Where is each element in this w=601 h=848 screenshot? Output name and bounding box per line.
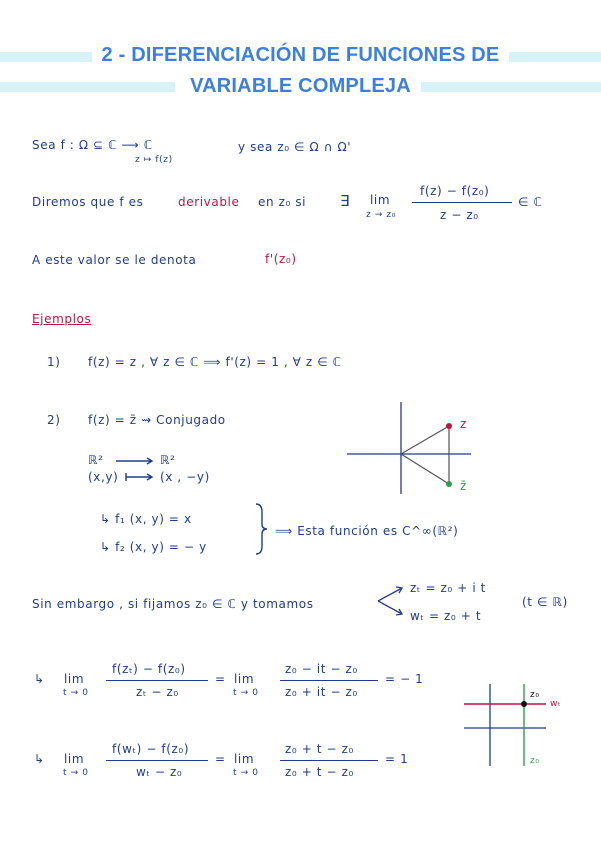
class-implication: ⟹ Esta función es C^∞(ℝ²) — [275, 524, 459, 538]
f2-line: ↳ f₂ (x, y) = − y — [100, 540, 207, 554]
wt-label: wₜ — [550, 699, 562, 709]
point-z — [446, 423, 452, 429]
limit2-fraction-line2 — [280, 760, 378, 761]
def-fraction-line — [412, 202, 512, 203]
limit1-arrow: ↳ — [34, 672, 45, 686]
denote-text: A este valor se le denota — [32, 253, 197, 267]
wt-definition: wₜ = z₀ + t — [410, 609, 482, 623]
limit2-equals: = — [215, 752, 226, 766]
sea-line: Sea f : Ω ⊆ ℂ ⟶ ℂ — [32, 138, 153, 152]
limit1-fraction-line2 — [280, 680, 378, 681]
segment-to-zbar — [401, 454, 449, 484]
limit2-arrow: ↳ — [34, 752, 45, 766]
example-2-function: f(z) = z̄ ⇝ Conjugado — [88, 413, 226, 427]
branch-arrows — [376, 584, 406, 618]
lim-subscript: z → z₀ — [366, 210, 396, 220]
segment-to-z — [401, 426, 449, 454]
z0-top-label: z₀ — [530, 690, 540, 700]
def-numerator: f(z) − f(z₀) — [420, 184, 490, 198]
y-sea-line: y sea z₀ ∈ Ω ∩ Ω' — [238, 140, 352, 154]
limit1-lim2: lim — [234, 672, 255, 686]
diremos-post: en z₀ si — [258, 195, 307, 209]
limit1-sub2: t → 0 — [233, 688, 259, 698]
limit2-numerator2: z₀ + t − z₀ — [285, 742, 354, 756]
examples-heading: Ejemplos — [32, 312, 92, 326]
point-z0 — [521, 701, 527, 707]
point-zbar — [446, 481, 452, 487]
def-denominator: z − z₀ — [440, 208, 479, 222]
limit1-denominator: zₜ − z₀ — [136, 685, 179, 699]
limit1-numerator: f(zₜ) − f(z₀) — [112, 662, 186, 676]
map-from: (x,y) — [88, 470, 119, 484]
z-label: z — [460, 417, 467, 431]
sin-embargo-text: Sin embargo , si fijamos z₀ ∈ ℂ y tomamos — [32, 597, 314, 611]
denote-symbol: f'(z₀) — [265, 252, 297, 266]
zt-definition: zₜ = z₀ + i t — [410, 581, 486, 595]
limit1-result: = − 1 — [385, 672, 424, 686]
limit2-denominator2: z₀ + t − z₀ — [285, 765, 354, 779]
map-to: (x , −y) — [160, 470, 210, 484]
map-line: z ↦ f(z) — [135, 155, 173, 165]
diremos-text: Diremos que f es — [32, 195, 144, 209]
f1-line: ↳ f₁ (x, y) = x — [100, 512, 192, 526]
r2-from: ℝ² — [88, 453, 104, 467]
in-c-symbol: ∈ ℂ — [518, 195, 543, 209]
mapsto-arrow — [124, 472, 156, 482]
r2-arrow — [114, 456, 156, 466]
conjugate-diagram — [345, 398, 475, 496]
zbar-label: z̄ — [460, 479, 467, 493]
example-2-number: 2) — [47, 413, 61, 427]
limit2-denominator: wₜ − z₀ — [136, 765, 183, 779]
limit1-equals: = — [215, 672, 226, 686]
limit1-sub: t → 0 — [63, 688, 89, 698]
exists-symbol: ∃ — [340, 192, 351, 210]
limit1-fraction-line — [106, 680, 208, 681]
example-1-number: 1) — [47, 355, 61, 369]
limit1-numerator2: z₀ − it − z₀ — [285, 662, 358, 676]
z0-bottom-label: z₀ — [530, 756, 540, 766]
derivable-word: derivable — [178, 195, 240, 209]
limit2-lim2: lim — [234, 752, 255, 766]
limit1-lim: lim — [64, 672, 85, 686]
page-title-line-1: 2 - DIFERENCIACIÓN DE FUNCIONES DE — [0, 44, 601, 67]
r2-to: ℝ² — [160, 453, 176, 467]
page-title-line-2: VARIABLE COMPLEJA — [0, 75, 601, 98]
limit2-sub2: t → 0 — [233, 768, 259, 778]
example-1-text: f(z) = z , ∀ z ∈ ℂ ⟹ f'(z) = 1 , ∀ z ∈ ℂ — [88, 355, 342, 369]
limit2-fraction-line — [106, 760, 208, 761]
limit2-numerator: f(wₜ) − f(z₀) — [112, 742, 190, 756]
curly-brace — [252, 502, 270, 556]
t-in-r: (t ∈ ℝ) — [522, 595, 568, 609]
lines-diagram — [462, 682, 558, 768]
lim-word: lim — [370, 193, 391, 207]
limit2-lim: lim — [64, 752, 85, 766]
limit2-sub: t → 0 — [63, 768, 89, 778]
limit2-result: = 1 — [385, 752, 409, 766]
limit1-denominator2: z₀ + it − z₀ — [285, 685, 358, 699]
